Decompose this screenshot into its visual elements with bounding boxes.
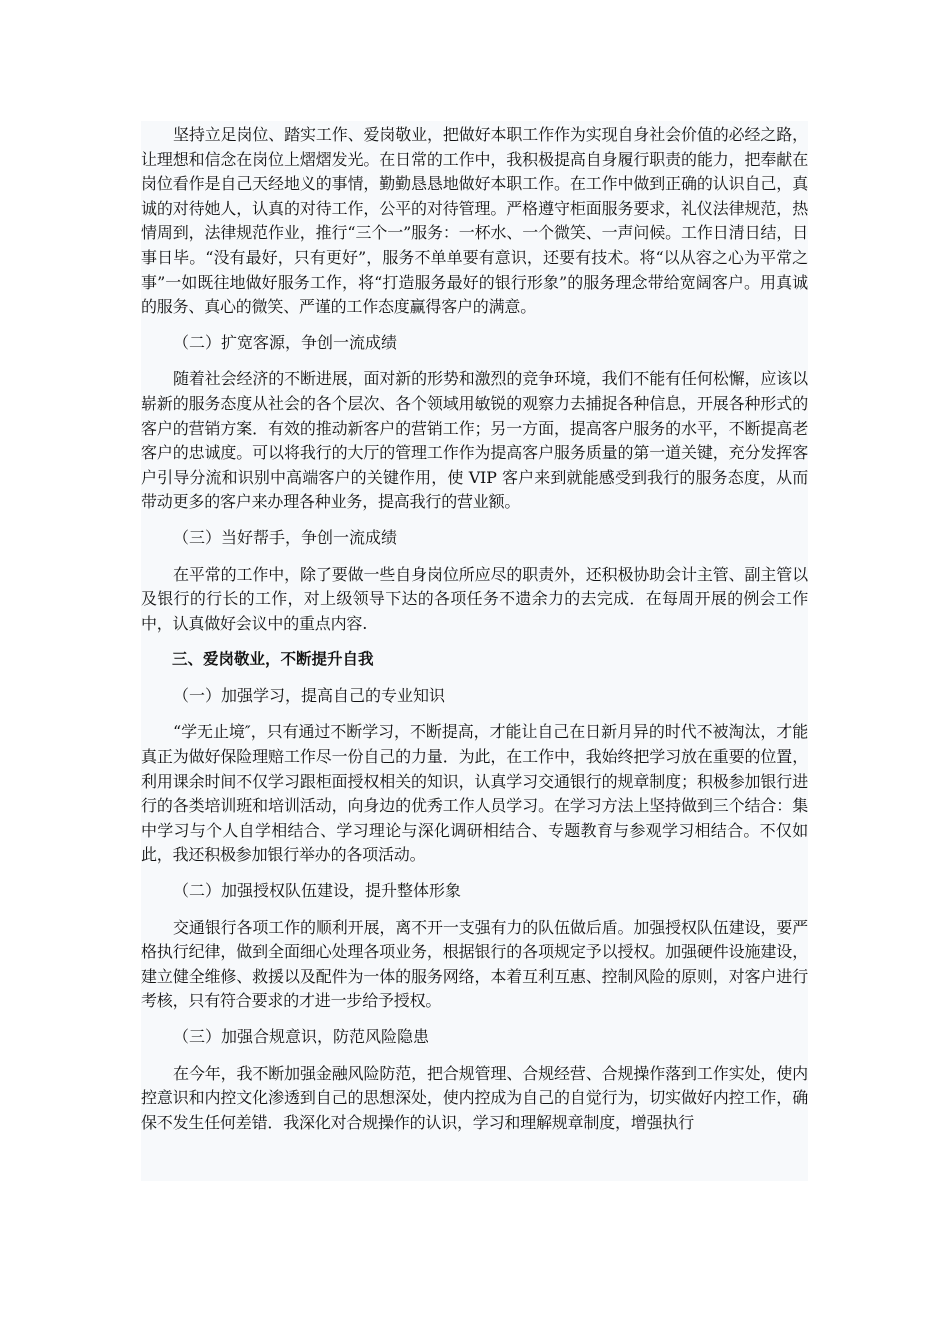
subheading-authorization-team: （二）加强授权队伍建设，提升整体形象 xyxy=(173,881,462,901)
paragraph-2: 随着社会经济的不断进展，面对新的形势和激烈的竞争环境，我们不能有任何松懈，应该以崭新的服务态度从社会的各个层次、各个领域用敏锐的观察力去捕捉各种信息，开展各种形式的客户的营销方案．有效的推动新客户的营销工作；另一方面，提高客户服务的水平，不断提高老客户的忠诚度。可以将我行的大厅的管理工作作为提高客户服务质量的第一道关键，充分发挥客户引导分流和识别中高端客户的关键作用，使 VIP 客户来到就能感受到我行的服务态度，从而带动更多的客户来办理各种业务，提高我行的营业额。 xyxy=(141,369,808,512)
document-content xyxy=(141,121,808,1135)
document-text-block xyxy=(141,121,808,1181)
paragraph-4: “学无止境″，只有通过不断学习，不断提高，才能让自己在日新月异的时代不被淘汰，才能真正为做好保险理赔工作尽一份自己的力量．为此，在工作中，我始终把学习放在重要的位置，利用课余时间不仅学习跟柜面授权相关的知识，认真学习交通银行的规章制度；积极参加银行进行的各类培训班和培训活动，向身边的优秀工作人员学习。在学习方法上坚持做到三个结合：集中学习与个人自学相结合、学习理论与深化调研相结合、专题教育与参观学习相结合。不仅如此，我还积极参加银行举办的各项活动。 xyxy=(141,722,808,865)
section-heading-dedication: 三、爱岗敬业，不断提升自我 xyxy=(172,650,374,669)
subheading-expand-customers: （二）扩宽客源，争创一流成绩 xyxy=(173,332,398,352)
subheading-compliance: （三）加强合规意识，防范风险隐患 xyxy=(173,1027,430,1046)
subheading-strengthen-learning: （一）加强学习，提高自己的专业知识 xyxy=(173,685,446,705)
paragraph-1: 坚持立足岗位、踏实工作、爱岗敬业，把做好本职工作作为实现自身社会价值的必经之路，让理想和信念在岗位上熠熠发光。在日常的工作中，我积极提高自身履行职责的能力，把奉献在岗位看作是自己天经地义的事情，勤勤恳恳地做好本职工作。在工作中做到正确的认识自己，真诚的对待她人，认真的对待工作，公平的对待管理。严格遵守柜面服务要求，礼仪法律规范，热情周到，法律规范作业，推行“三个一”服务：一杯水、一个微笑、一声问候。工作日清日结，日事日毕。“没有最好，只有更好”，服务不单单要有意识，还要有技术。将“以从容之心为平常之事”一如既往地做好服务工作，将“打造服务最好的银行形象”的服务理念带给宽阔客户。用真诚的服务、真心的微笑、严谨的工作态度赢得客户的满意。 xyxy=(141,125,808,317)
paragraph-3: 在平常的工作中，除了要做一些自身岗位所应尽的职责外，还积极协助会计主管、副主管以及银行的行长的工作，对上级领导下达的各项任务不遗余力的去完成．在每周开展的例会工作中，认真做好会议中的重点内容. xyxy=(141,564,808,633)
paragraph-6: 在今年，我不断加强金融风险防范，把合规管理、合规经营、合规操作落到工作实处，使内控意识和内控文化渗透到自己的思想深处，使内控成为自己的自觉行为，切实做好内控工作，确保不发生任何差错．我深化对合规操作的认识，学习和理解规章制度，增强执行 xyxy=(141,1063,808,1132)
subheading-good-helper: （三）当好帮手，争创一流成绩 xyxy=(173,527,398,547)
paragraph-5: 交通银行各项工作的顺利开展，离不开一支强有力的队伍做后盾。加强授权队伍建设，要严格执行纪律，做到全面细心处理各项业务，根据银行的各项规定予以授权。加强硬件设施建设，建立健全维修、救援以及配件为一体的服务网络，本着互利互惠、控制风险的原则，对客户进行考核，只有符合要求的才进一步给予授权。 xyxy=(141,917,808,1011)
